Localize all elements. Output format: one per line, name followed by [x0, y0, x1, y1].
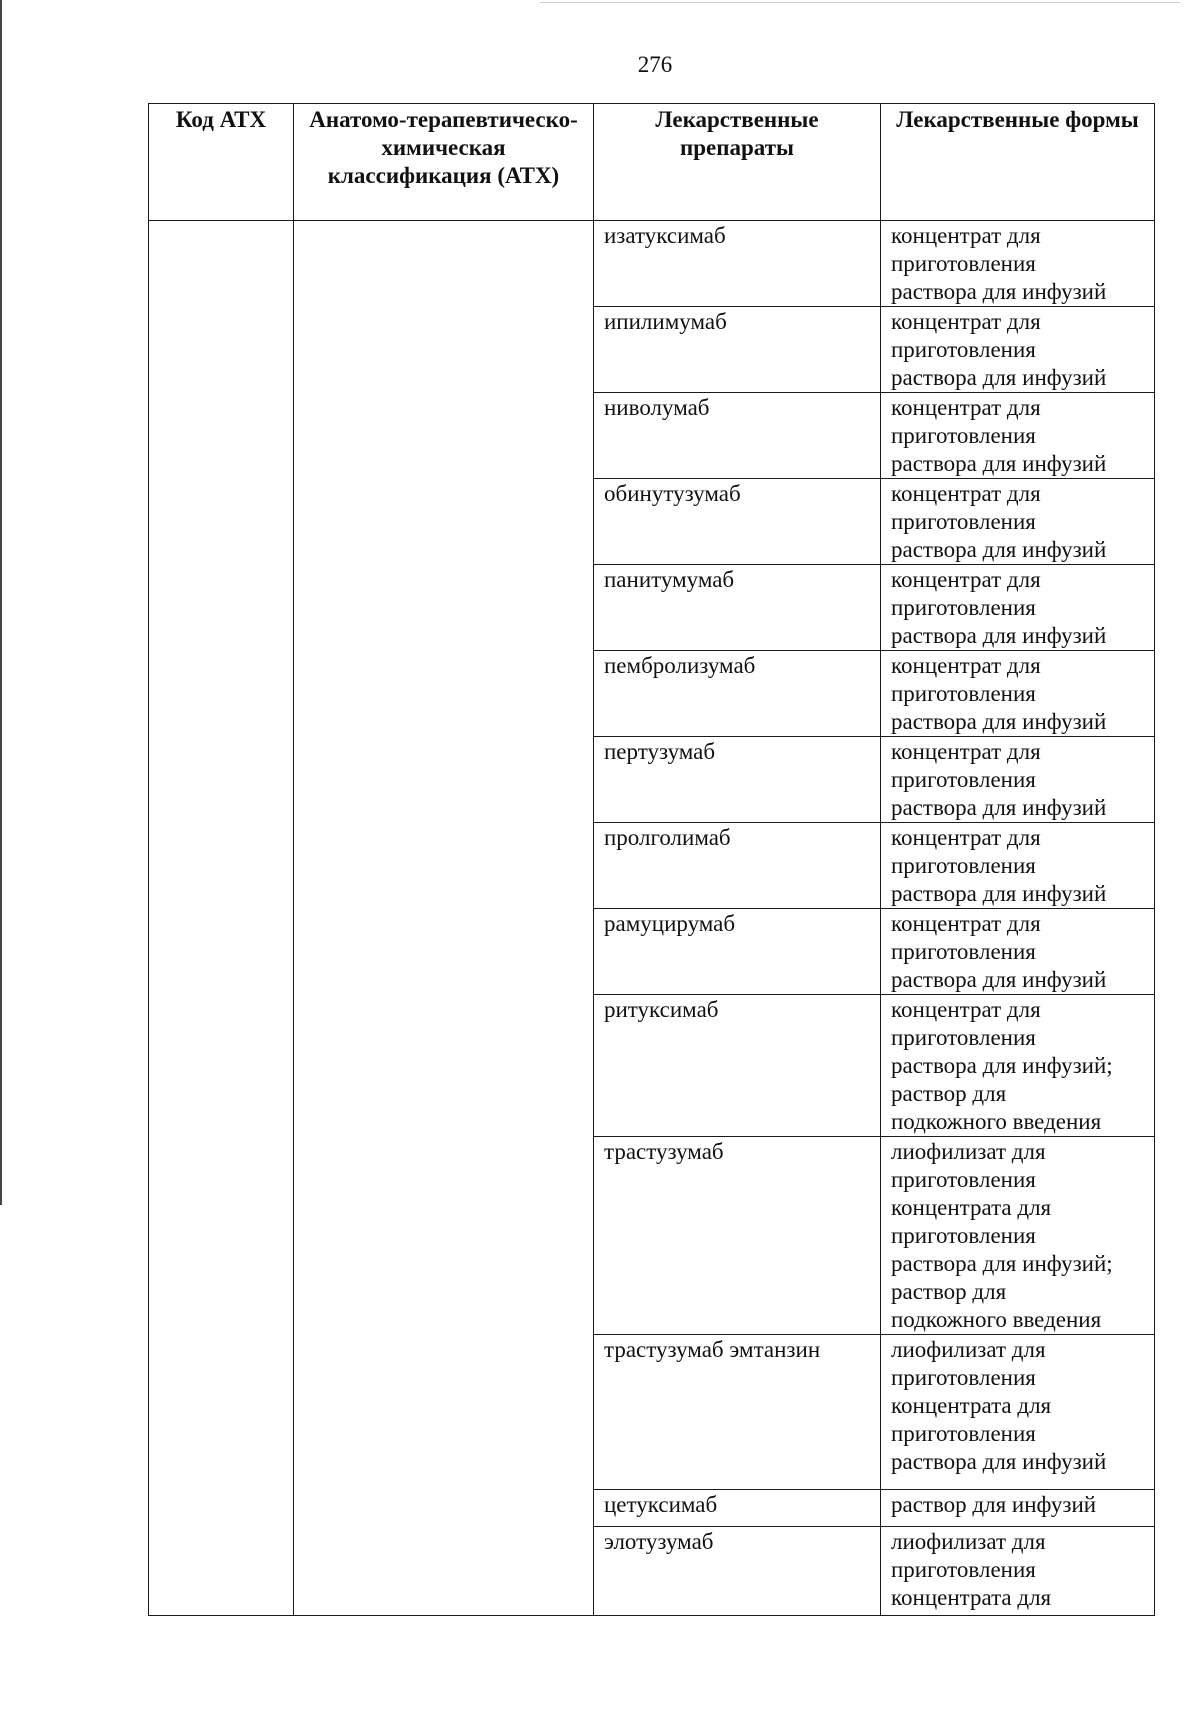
drug-name: ритуксимаб: [594, 995, 881, 1137]
dosage-form: концентрат для приготовления раствора для инфузий; раствор для подкожного введения: [881, 995, 1155, 1137]
scan-edge-top: [540, 2, 1180, 3]
drug-name: ниволумаб: [594, 393, 881, 479]
dosage-form: лиофилизат для приготовления концентрата для приготовления раствора для инфузий: [881, 1335, 1155, 1490]
dosage-form: лиофилизат для приготовления концентрата для приготовления раствора для инфузий; раствор для подкожного введения: [881, 1137, 1155, 1335]
drug-name: обинутузумаб: [594, 479, 881, 565]
dosage-form: концентрат для приготовления раствора для инфузий: [881, 565, 1155, 651]
page-number: 276: [637, 52, 673, 77]
drug-name: пролголимаб: [594, 823, 881, 909]
header-atc-code: Код АТХ: [149, 104, 294, 221]
header-dosage-forms: Лекарственные формы: [881, 104, 1155, 221]
table-header-row: [149, 104, 1155, 221]
drug-name: трастузумаб эмтанзин: [594, 1335, 881, 1490]
header-drugs: Лекарственные препараты: [594, 104, 881, 221]
table-row: [149, 221, 1155, 307]
dosage-form: концентрат для приготовления раствора для инфузий: [881, 221, 1155, 307]
dosage-form: концентрат для приготовления раствора для инфузий: [881, 393, 1155, 479]
drug-name: изатуксимаб: [594, 221, 881, 307]
drug-name: трастузумаб: [594, 1137, 881, 1335]
drug-name: панитумумаб: [594, 565, 881, 651]
atc-table: [148, 103, 1155, 1616]
drug-name: цетуксимаб: [594, 1490, 881, 1527]
atc-code-cell: [149, 221, 294, 1616]
atc-classification-cell: [294, 221, 594, 1616]
dosage-form: концентрат для приготовления раствора для инфузий: [881, 651, 1155, 737]
dosage-form: концентрат для приготовления раствора для инфузий: [881, 479, 1155, 565]
drug-name: элотузумаб: [594, 1527, 881, 1616]
drug-name: пембролизумаб: [594, 651, 881, 737]
drug-name: ипилимумаб: [594, 307, 881, 393]
dosage-form: раствор для инфузий: [881, 1490, 1155, 1527]
dosage-form: концентрат для приготовления раствора для инфузий: [881, 307, 1155, 393]
drug-name: пертузумаб: [594, 737, 881, 823]
scan-edge-left: [0, 0, 2, 1205]
dosage-form: лиофилизат для приготовления концентрата для: [881, 1527, 1155, 1616]
drug-name: рамуцирумаб: [594, 909, 881, 995]
dosage-form: концентрат для приготовления раствора для инфузий: [881, 909, 1155, 995]
dosage-form: концентрат для приготовления раствора для инфузий: [881, 737, 1155, 823]
header-atc-classification: Анатомо-терапевтическо-химическая классификация (АТХ): [294, 104, 594, 221]
dosage-form: концентрат для приготовления раствора для инфузий: [881, 823, 1155, 909]
